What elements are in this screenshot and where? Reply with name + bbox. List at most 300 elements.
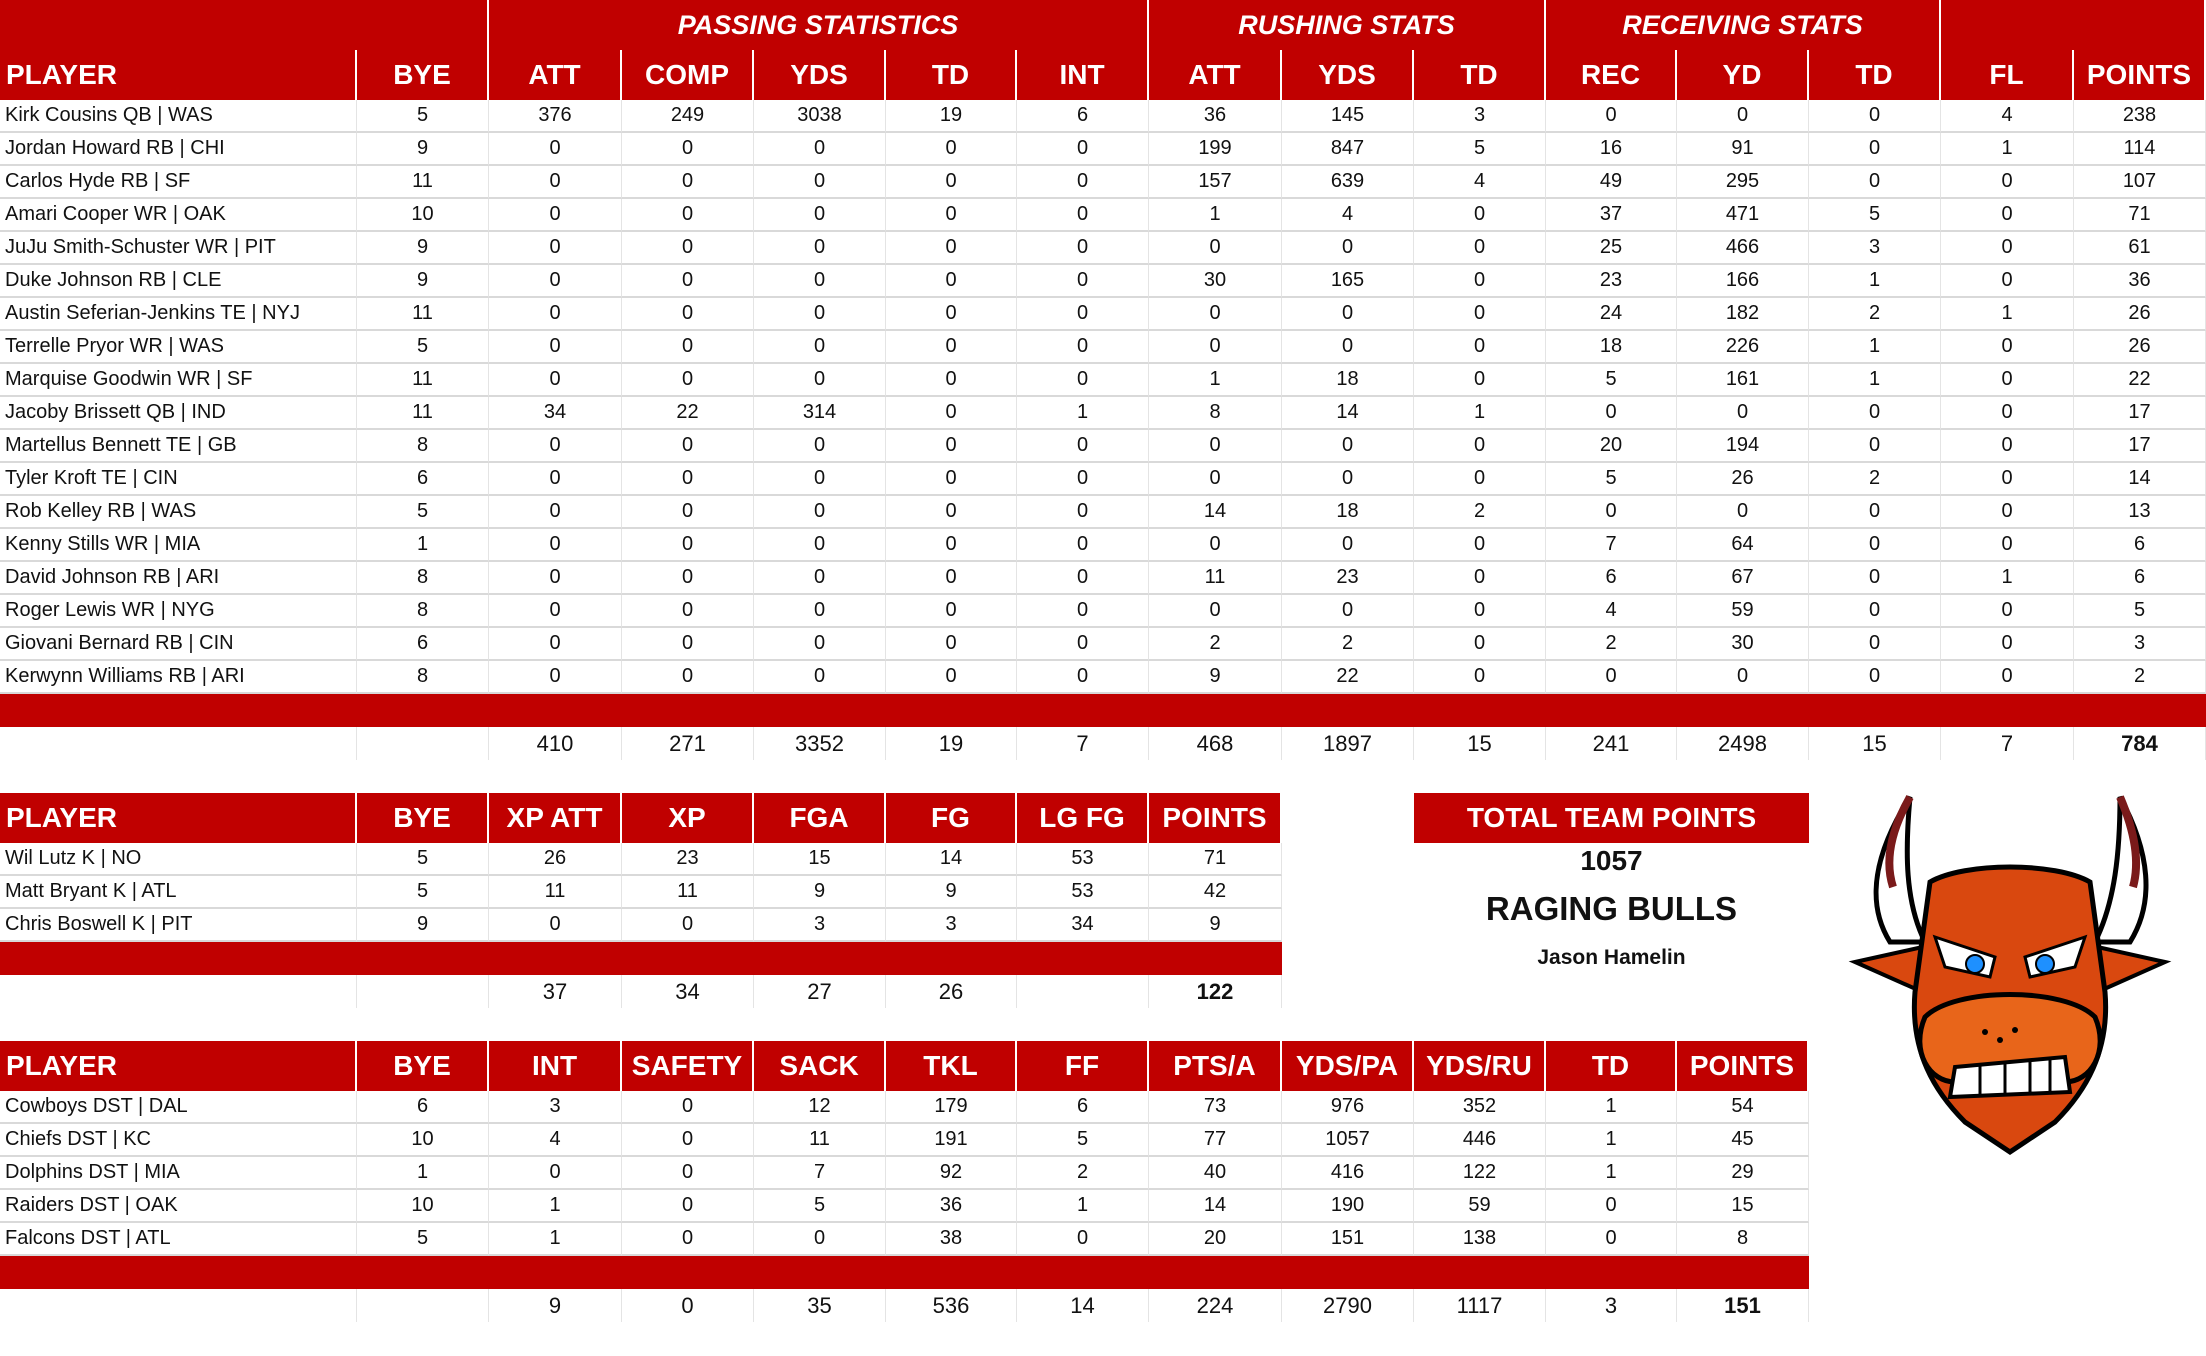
player-name: Jacoby Brissett QB | IND xyxy=(0,397,357,430)
team-name: RAGING BULLS xyxy=(1485,890,1738,927)
total-cell: 15 xyxy=(1809,727,1941,760)
total-cell: 410 xyxy=(489,727,622,760)
defense-name: Falcons DST | ATL xyxy=(0,1223,357,1256)
defense-stat: 5 xyxy=(1017,1124,1149,1157)
stat-cell: 59 xyxy=(1677,595,1809,628)
defense-stat: 1 xyxy=(357,1157,489,1190)
total-team-points-value: 1057 xyxy=(1580,845,1643,876)
group-header-blank xyxy=(0,0,489,50)
stat-cell: 0 xyxy=(1017,265,1149,298)
stat-cell: 71 xyxy=(2074,199,2206,232)
total-cell: 19 xyxy=(886,727,1017,760)
stat-cell: 0 xyxy=(1809,100,1941,133)
kicker-stat: 15 xyxy=(754,843,886,876)
group-header-rushing-stats: RUSHING STATS xyxy=(1149,0,1546,50)
stat-cell: 1 xyxy=(357,529,489,562)
player-name: Kenny Stills WR | MIA xyxy=(0,529,357,562)
defense-total-cell: 9 xyxy=(489,1289,622,1322)
separator-bar xyxy=(1546,694,1679,727)
stat-cell: 847 xyxy=(1282,133,1414,166)
stat-cell: 0 xyxy=(1941,595,2074,628)
stat-cell: 0 xyxy=(1414,661,1546,694)
kicker-stat: 14 xyxy=(886,843,1017,876)
defense-stat: 3 xyxy=(489,1091,622,1124)
stat-cell: 238 xyxy=(2074,100,2206,133)
stat-cell: 6 xyxy=(2074,562,2206,595)
stat-cell: 2 xyxy=(1546,628,1677,661)
stat-cell: 0 xyxy=(754,232,886,265)
stat-cell: 0 xyxy=(1017,628,1149,661)
separator-bar xyxy=(1149,942,1284,975)
stat-cell: 14 xyxy=(1149,496,1282,529)
stat-cell: 17 xyxy=(2074,430,2206,463)
stat-cell: 0 xyxy=(622,661,754,694)
defense-total-cell: 2790 xyxy=(1282,1289,1414,1322)
kicker-stat: 9 xyxy=(754,876,886,909)
stat-cell: 0 xyxy=(886,232,1017,265)
stat-cell: 0 xyxy=(754,331,886,364)
stat-cell: 0 xyxy=(1149,529,1282,562)
stat-cell: 0 xyxy=(1282,529,1414,562)
stat-cell: 0 xyxy=(1809,496,1941,529)
stat-cell: 0 xyxy=(1017,496,1149,529)
total-cell: 15 xyxy=(1414,727,1546,760)
stat-cell: 5 xyxy=(1546,463,1677,496)
stat-cell: 0 xyxy=(1546,661,1677,694)
separator-bar xyxy=(357,942,491,975)
stat-cell: 1 xyxy=(1941,562,2074,595)
stat-cell: 0 xyxy=(886,166,1017,199)
defense-header-yds-ru: YDS/RU xyxy=(1414,1041,1546,1091)
stat-cell: 23 xyxy=(1546,265,1677,298)
stat-cell: 0 xyxy=(1941,232,2074,265)
player-name: David Johnson RB | ARI xyxy=(0,562,357,595)
stat-cell: 0 xyxy=(1414,364,1546,397)
defense-stat: 151 xyxy=(1282,1223,1414,1256)
kicker-header-xp: XP xyxy=(622,793,754,843)
kicker-name: Wil Lutz K | NO xyxy=(0,843,357,876)
stat-cell: 30 xyxy=(1149,265,1282,298)
defense-stat: 1 xyxy=(1546,1157,1677,1190)
stat-cell: 0 xyxy=(1282,595,1414,628)
stat-cell: 5 xyxy=(357,100,489,133)
stat-cell: 0 xyxy=(754,529,886,562)
defense-stat: 0 xyxy=(622,1091,754,1124)
separator-bar xyxy=(1414,1256,1548,1289)
kicker-stat: 34 xyxy=(1017,909,1149,942)
defense-total-cell: 0 xyxy=(622,1289,754,1322)
stat-cell: 0 xyxy=(1677,397,1809,430)
player-name: Duke Johnson RB | CLE xyxy=(0,265,357,298)
stat-cell: 18 xyxy=(1546,331,1677,364)
stat-cell: 0 xyxy=(1414,628,1546,661)
stat-cell: 0 xyxy=(622,166,754,199)
kicker-header-points: POINTS xyxy=(1149,793,1282,843)
stat-cell: 639 xyxy=(1282,166,1414,199)
stat-cell: 0 xyxy=(1941,364,2074,397)
separator-bar xyxy=(2074,694,2206,727)
stat-cell: 0 xyxy=(1546,496,1677,529)
stat-cell: 8 xyxy=(357,430,489,463)
defense-header-int: INT xyxy=(489,1041,622,1091)
stat-cell: 0 xyxy=(1017,430,1149,463)
stat-cell: 0 xyxy=(1941,166,2074,199)
separator-bar xyxy=(1282,1256,1416,1289)
stat-cell: 0 xyxy=(886,364,1017,397)
stat-cell: 8 xyxy=(1149,397,1282,430)
stat-cell: 49 xyxy=(1546,166,1677,199)
defense-stat: 0 xyxy=(1546,1190,1677,1223)
stat-cell: 114 xyxy=(2074,133,2206,166)
defense-stat: 0 xyxy=(622,1124,754,1157)
stat-cell: 2 xyxy=(1282,628,1414,661)
stat-cell: 0 xyxy=(622,265,754,298)
stat-cell: 14 xyxy=(1282,397,1414,430)
defense-stat: 15 xyxy=(1677,1190,1809,1223)
kicker-header-fg: FG xyxy=(886,793,1017,843)
column-header-yds: YDS xyxy=(1282,50,1414,100)
stat-cell: 0 xyxy=(1941,265,2074,298)
stat-cell: 0 xyxy=(1282,298,1414,331)
separator-bar xyxy=(489,942,624,975)
defense-stat: 0 xyxy=(622,1223,754,1256)
separator-bar xyxy=(622,694,756,727)
total-cell: 468 xyxy=(1149,727,1282,760)
stat-cell: 0 xyxy=(622,232,754,265)
group-header-passing-statistics: PASSING STATISTICS xyxy=(489,0,1149,50)
stat-cell: 0 xyxy=(1941,430,2074,463)
stat-cell: 199 xyxy=(1149,133,1282,166)
stat-cell: 4 xyxy=(1546,595,1677,628)
separator-bar xyxy=(1149,694,1284,727)
stat-cell: 0 xyxy=(1282,232,1414,265)
stat-cell: 0 xyxy=(622,298,754,331)
stat-cell: 10 xyxy=(357,199,489,232)
stat-cell: 0 xyxy=(1149,331,1282,364)
separator-bar xyxy=(0,942,359,975)
kicker-total-cell: 37 xyxy=(489,975,622,1008)
stat-cell: 0 xyxy=(754,628,886,661)
separator-bar xyxy=(886,1256,1019,1289)
stat-cell: 5 xyxy=(1809,199,1941,232)
defense-stat: 1 xyxy=(1017,1190,1149,1223)
stat-cell: 0 xyxy=(1017,529,1149,562)
stat-cell: 0 xyxy=(1149,595,1282,628)
stat-cell: 0 xyxy=(886,331,1017,364)
separator-bar xyxy=(754,1256,888,1289)
stat-cell: 0 xyxy=(489,133,622,166)
defense-total-cell xyxy=(357,1289,489,1322)
total-cell: 241 xyxy=(1546,727,1677,760)
stat-cell: 0 xyxy=(1809,562,1941,595)
stat-cell: 1 xyxy=(1149,364,1282,397)
column-header-comp: COMP xyxy=(622,50,754,100)
stat-cell: 0 xyxy=(1546,100,1677,133)
separator-bar xyxy=(622,1256,756,1289)
stat-cell: 0 xyxy=(1809,397,1941,430)
total-cell: 271 xyxy=(622,727,754,760)
stat-cell: 9 xyxy=(357,232,489,265)
defense-total-cell: 224 xyxy=(1149,1289,1282,1322)
stat-cell: 0 xyxy=(1941,628,2074,661)
stat-cell: 0 xyxy=(1017,562,1149,595)
separator-bar xyxy=(489,1256,624,1289)
stat-cell: 23 xyxy=(1282,562,1414,595)
stat-cell: 1 xyxy=(1149,199,1282,232)
kicker-total-cell xyxy=(1017,975,1149,1008)
stat-cell: 295 xyxy=(1677,166,1809,199)
defense-header-bye: BYE xyxy=(357,1041,489,1091)
stat-cell: 0 xyxy=(754,265,886,298)
kicker-header-fga: FGA xyxy=(754,793,886,843)
stat-cell: 36 xyxy=(2074,265,2206,298)
stat-cell: 1 xyxy=(1809,364,1941,397)
column-header-int: INT xyxy=(1017,50,1149,100)
defense-stat: 138 xyxy=(1414,1223,1546,1256)
stat-cell: 0 xyxy=(754,430,886,463)
total-cell: 7 xyxy=(1941,727,2074,760)
kicker-header-xp-att: XP ATT xyxy=(489,793,622,843)
separator-bar xyxy=(1414,694,1548,727)
stat-cell: 0 xyxy=(1414,430,1546,463)
stat-cell: 20 xyxy=(1546,430,1677,463)
separator-bar xyxy=(622,942,756,975)
defense-stat: 1057 xyxy=(1282,1124,1414,1157)
stat-cell: 0 xyxy=(886,199,1017,232)
stat-cell: 0 xyxy=(1149,430,1282,463)
defense-stat: 6 xyxy=(1017,1091,1149,1124)
stat-cell: 37 xyxy=(1546,199,1677,232)
kicker-stat: 0 xyxy=(622,909,754,942)
stat-cell: 0 xyxy=(622,463,754,496)
stat-cell: 17 xyxy=(2074,397,2206,430)
stat-cell: 67 xyxy=(1677,562,1809,595)
stat-cell: 0 xyxy=(622,331,754,364)
stat-cell: 314 xyxy=(754,397,886,430)
defense-total-cell: 14 xyxy=(1017,1289,1149,1322)
stat-cell: 0 xyxy=(489,232,622,265)
defense-header-player: PLAYER xyxy=(0,1041,357,1091)
stat-cell: 7 xyxy=(1546,529,1677,562)
group-header-receiving-stats: RECEIVING STATS xyxy=(1546,0,1941,50)
kicker-header-bye: BYE xyxy=(357,793,489,843)
stat-cell: 0 xyxy=(1414,199,1546,232)
separator-bar xyxy=(1941,694,2076,727)
defense-stat: 92 xyxy=(886,1157,1017,1190)
player-name: Giovani Bernard RB | CIN xyxy=(0,628,357,661)
stat-cell: 0 xyxy=(1414,232,1546,265)
kicker-total-cell: 34 xyxy=(622,975,754,1008)
stat-cell: 0 xyxy=(1414,562,1546,595)
defense-stat: 77 xyxy=(1149,1124,1282,1157)
defense-total-cell: 3 xyxy=(1546,1289,1677,1322)
total-team-points-header: TOTAL TEAM POINTS xyxy=(1414,793,1809,843)
defense-stat: 0 xyxy=(1546,1223,1677,1256)
kicker-stat: 5 xyxy=(357,876,489,909)
stat-cell: 9 xyxy=(357,265,489,298)
stat-cell: 0 xyxy=(1809,133,1941,166)
stat-cell: 161 xyxy=(1677,364,1809,397)
defense-stat: 10 xyxy=(357,1190,489,1223)
defense-stat: 5 xyxy=(754,1190,886,1223)
stat-cell: 0 xyxy=(489,166,622,199)
stat-cell: 3038 xyxy=(754,100,886,133)
column-header-yds: YDS xyxy=(754,50,886,100)
stat-cell: 9 xyxy=(357,133,489,166)
stat-cell: 22 xyxy=(622,397,754,430)
player-name: Kirk Cousins QB | WAS xyxy=(0,100,357,133)
stat-cell: 9 xyxy=(1149,661,1282,694)
stat-cell: 11 xyxy=(357,364,489,397)
kicker-total-points: 122 xyxy=(1149,975,1282,1008)
group-header-blank xyxy=(1941,0,2206,50)
stat-cell: 0 xyxy=(1149,463,1282,496)
defense-stat: 352 xyxy=(1414,1091,1546,1124)
stat-cell: 18 xyxy=(1282,496,1414,529)
defense-stat: 40 xyxy=(1149,1157,1282,1190)
stat-cell: 0 xyxy=(754,595,886,628)
separator-bar xyxy=(1677,694,1811,727)
stat-cell: 13 xyxy=(2074,496,2206,529)
defense-stat: 0 xyxy=(622,1190,754,1223)
separator-bar xyxy=(357,1256,491,1289)
defense-stat: 14 xyxy=(1149,1190,1282,1223)
kicker-name: Matt Bryant K | ATL xyxy=(0,876,357,909)
stat-cell: 4 xyxy=(1414,166,1546,199)
defense-header-safety: SAFETY xyxy=(622,1041,754,1091)
stat-cell: 0 xyxy=(489,628,622,661)
defense-name: Raiders DST | OAK xyxy=(0,1190,357,1223)
stat-cell: 5 xyxy=(357,496,489,529)
stat-cell: 24 xyxy=(1546,298,1677,331)
stat-cell: 2 xyxy=(1414,496,1546,529)
defense-stat: 6 xyxy=(357,1091,489,1124)
defense-stat: 73 xyxy=(1149,1091,1282,1124)
stat-cell: 0 xyxy=(489,562,622,595)
stat-cell: 182 xyxy=(1677,298,1809,331)
defense-stat: 7 xyxy=(754,1157,886,1190)
kicker-stat: 9 xyxy=(1149,909,1282,942)
separator-bar xyxy=(754,942,888,975)
stat-cell: 22 xyxy=(1282,661,1414,694)
stat-cell: 2 xyxy=(1809,298,1941,331)
stat-cell: 0 xyxy=(886,562,1017,595)
stat-cell: 0 xyxy=(489,265,622,298)
stat-cell: 16 xyxy=(1546,133,1677,166)
player-name: Roger Lewis WR | NYG xyxy=(0,595,357,628)
column-header-yd: YD xyxy=(1677,50,1809,100)
defense-stat: 446 xyxy=(1414,1124,1546,1157)
kicker-stat: 23 xyxy=(622,843,754,876)
stat-cell: 61 xyxy=(2074,232,2206,265)
stat-cell: 376 xyxy=(489,100,622,133)
separator-bar xyxy=(754,694,888,727)
kicker-header-lg-fg: LG FG xyxy=(1017,793,1149,843)
stat-cell: 0 xyxy=(1809,661,1941,694)
stat-cell: 6 xyxy=(357,463,489,496)
defense-name: Cowboys DST | DAL xyxy=(0,1091,357,1124)
stat-cell: 5 xyxy=(1546,364,1677,397)
kicker-total-cell: 26 xyxy=(886,975,1017,1008)
defense-stat: 54 xyxy=(1677,1091,1809,1124)
stat-cell: 0 xyxy=(489,430,622,463)
stat-cell: 0 xyxy=(1017,595,1149,628)
stat-cell: 0 xyxy=(1414,331,1546,364)
stat-cell: 5 xyxy=(357,331,489,364)
stat-cell: 0 xyxy=(1282,463,1414,496)
defense-header-ff: FF xyxy=(1017,1041,1149,1091)
total-cell xyxy=(0,727,357,760)
stat-cell: 0 xyxy=(1677,100,1809,133)
stat-cell: 0 xyxy=(1414,595,1546,628)
stat-cell: 194 xyxy=(1677,430,1809,463)
stat-cell: 471 xyxy=(1677,199,1809,232)
separator-bar xyxy=(886,694,1019,727)
stat-cell: 107 xyxy=(2074,166,2206,199)
stat-cell: 18 xyxy=(1282,364,1414,397)
stat-cell: 0 xyxy=(1282,430,1414,463)
stat-cell: 0 xyxy=(1546,397,1677,430)
column-header-fl: FL xyxy=(1941,50,2074,100)
stat-cell: 0 xyxy=(754,133,886,166)
separator-bar xyxy=(1017,1256,1151,1289)
team-owner: Jason Hamelin xyxy=(1537,946,1686,969)
separator-bar xyxy=(0,694,359,727)
stat-cell: 30 xyxy=(1677,628,1809,661)
stat-cell: 8 xyxy=(357,595,489,628)
separator-bar xyxy=(886,942,1019,975)
defense-total-cell xyxy=(0,1289,357,1322)
stat-cell: 0 xyxy=(1414,463,1546,496)
defense-stat: 976 xyxy=(1282,1091,1414,1124)
stat-cell: 91 xyxy=(1677,133,1809,166)
stat-cell: 6 xyxy=(2074,529,2206,562)
separator-bar xyxy=(1546,1256,1679,1289)
stat-cell: 249 xyxy=(622,100,754,133)
stat-cell: 14 xyxy=(2074,463,2206,496)
stat-cell: 0 xyxy=(754,463,886,496)
stat-cell: 0 xyxy=(622,496,754,529)
stat-cell: 0 xyxy=(622,562,754,595)
stat-cell: 1 xyxy=(1809,331,1941,364)
player-name: Kerwynn Williams RB | ARI xyxy=(0,661,357,694)
stat-cell: 0 xyxy=(886,463,1017,496)
stat-cell: 8 xyxy=(357,661,489,694)
stat-cell: 0 xyxy=(622,199,754,232)
stat-cell: 0 xyxy=(1809,430,1941,463)
stat-cell: 11 xyxy=(357,166,489,199)
stat-cell: 1 xyxy=(1941,298,2074,331)
stat-cell: 0 xyxy=(1017,133,1149,166)
defense-stat: 29 xyxy=(1677,1157,1809,1190)
kicker-stat: 42 xyxy=(1149,876,1282,909)
kicker-total-cell xyxy=(0,975,357,1008)
stat-cell: 0 xyxy=(1809,595,1941,628)
stat-cell: 6 xyxy=(1546,562,1677,595)
defense-total-cell: 536 xyxy=(886,1289,1017,1322)
stat-cell: 0 xyxy=(1149,232,1282,265)
separator-bar xyxy=(357,694,491,727)
total-cell xyxy=(357,727,489,760)
stat-cell: 11 xyxy=(357,397,489,430)
stat-cell: 0 xyxy=(1017,331,1149,364)
defense-stat: 190 xyxy=(1282,1190,1414,1223)
stat-cell: 0 xyxy=(886,496,1017,529)
defense-stat: 10 xyxy=(357,1124,489,1157)
player-name: Amari Cooper WR | OAK xyxy=(0,199,357,232)
kicker-stat: 53 xyxy=(1017,876,1149,909)
stat-cell: 0 xyxy=(1941,199,2074,232)
